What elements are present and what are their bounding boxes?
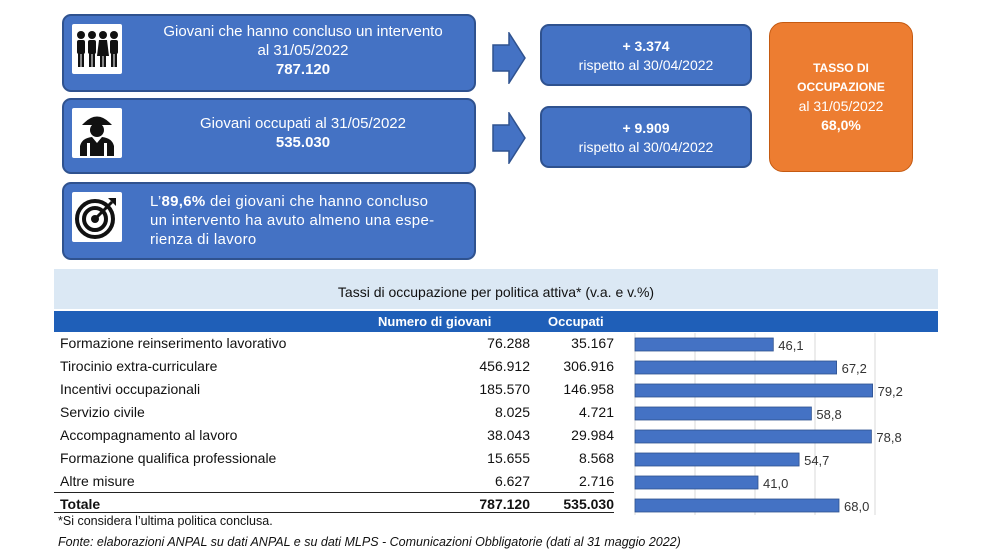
row-occupati: 146.958 <box>563 381 614 397</box>
chart-data-label: 46,1 <box>778 338 804 353</box>
chart-bar <box>635 338 773 351</box>
delta-employed <box>540 106 752 168</box>
chart-bar <box>635 453 799 466</box>
row-label: Tirocinio extra-curriculare <box>60 358 218 374</box>
col-occupati-header: Occupati <box>548 314 604 329</box>
worker-icon <box>72 108 122 158</box>
card3-line3: rienza di lavoro <box>150 231 257 248</box>
card1-value: 787.120 <box>275 61 331 78</box>
card3-line2: un intervento ha avuto almeno una espe- <box>150 212 435 229</box>
row-occupati: 8.568 <box>578 450 614 466</box>
row-giovani: 76.288 <box>487 335 530 351</box>
column-header-bar <box>54 311 938 332</box>
delta1-label: rispetto al 30/04/2022 <box>578 57 714 73</box>
card-concluded <box>62 14 476 92</box>
chart-bar <box>635 361 837 374</box>
delta2-label: rispetto al 30/04/2022 <box>578 139 714 155</box>
footnote: *Si considera l’ultima politica conclusa. <box>58 514 273 528</box>
chart-data-label: 54,7 <box>804 453 830 468</box>
row-giovani: 185.570 <box>479 381 530 397</box>
source-note: Fonte: elaborazioni ANPAL su dati ANPAL e su dati MLPS - Comunicazioni Obbligatorie (dati al 31 maggio 2022) <box>58 535 681 549</box>
row-label: Accompagnamento al lavoro <box>60 427 238 443</box>
card3-prefix: L’ <box>150 193 162 210</box>
row-label: Formazione reinserimento lavorativo <box>60 335 287 351</box>
chart-data-label: 67,2 <box>841 361 867 376</box>
total-bottom-border <box>54 512 614 513</box>
employment-rate-chart <box>630 333 930 515</box>
target-icon <box>72 192 122 242</box>
delta2-value: + 9.909 <box>622 120 670 136</box>
arrow-right-icon <box>492 32 526 84</box>
row-label: Totale <box>60 496 101 512</box>
row-label: Formazione qualifica professionale <box>60 450 277 466</box>
card3-highlight: 89,6% <box>161 193 206 210</box>
chart-bar <box>635 407 811 420</box>
employment-rate-card <box>769 22 913 172</box>
people-group-icon <box>72 24 122 74</box>
card1-line1: Giovani che hanno concluso un intervento <box>163 23 443 40</box>
arrow-right-icon <box>492 112 526 164</box>
chart-data-label: 58,8 <box>816 407 842 422</box>
chart-bar <box>635 430 871 443</box>
chart-data-label: 78,8 <box>876 430 902 445</box>
chart-bar <box>635 499 839 512</box>
chart-data-label: 79,2 <box>877 384 903 399</box>
row-occupati: 2.716 <box>578 473 614 489</box>
rate-value: 68,0% <box>821 117 861 133</box>
row-giovani: 38.043 <box>487 427 530 443</box>
card3-line1-rest: dei giovani che hanno concluso <box>205 193 429 210</box>
col-giovani-header: Numero di giovani <box>378 314 492 329</box>
card-experience <box>62 182 476 260</box>
row-occupati: 4.721 <box>578 404 614 420</box>
row-giovani: 456.912 <box>479 358 530 374</box>
rate-line3: al 31/05/2022 <box>798 98 884 114</box>
row-occupati: 29.984 <box>571 427 614 443</box>
card1-line2: al 31/05/2022 <box>257 42 349 59</box>
card-employed <box>62 98 476 174</box>
chart-data-label: 68,0 <box>844 499 870 514</box>
total-top-border <box>54 492 614 493</box>
row-giovani: 6.627 <box>494 473 530 489</box>
delta-concluded <box>540 24 752 86</box>
row-giovani: 15.655 <box>487 450 530 466</box>
row-occupati: 535.030 <box>563 496 614 512</box>
chart-bar <box>635 476 758 489</box>
row-giovani: 787.120 <box>479 496 530 512</box>
card2-value: 535.030 <box>275 134 331 151</box>
rate-line1: TASSO DI <box>813 61 869 75</box>
chart-data-label: 41,0 <box>763 476 789 491</box>
row-occupati: 35.167 <box>571 335 614 351</box>
row-label: Incentivi occupazionali <box>60 381 201 397</box>
row-label: Altre misure <box>60 473 135 489</box>
card2-line1: Giovani occupati al 31/05/2022 <box>200 115 406 132</box>
delta1-value: + 3.374 <box>622 38 670 54</box>
row-label: Servizio civile <box>60 404 145 420</box>
rate-line2: OCCUPAZIONE <box>797 80 885 94</box>
chart-bar <box>635 384 873 397</box>
row-giovani: 8.025 <box>494 404 530 420</box>
table-title: Tassi di occupazione per politica attiva* (v.a. e v.%) <box>337 284 655 300</box>
row-occupati: 306.916 <box>563 358 614 374</box>
